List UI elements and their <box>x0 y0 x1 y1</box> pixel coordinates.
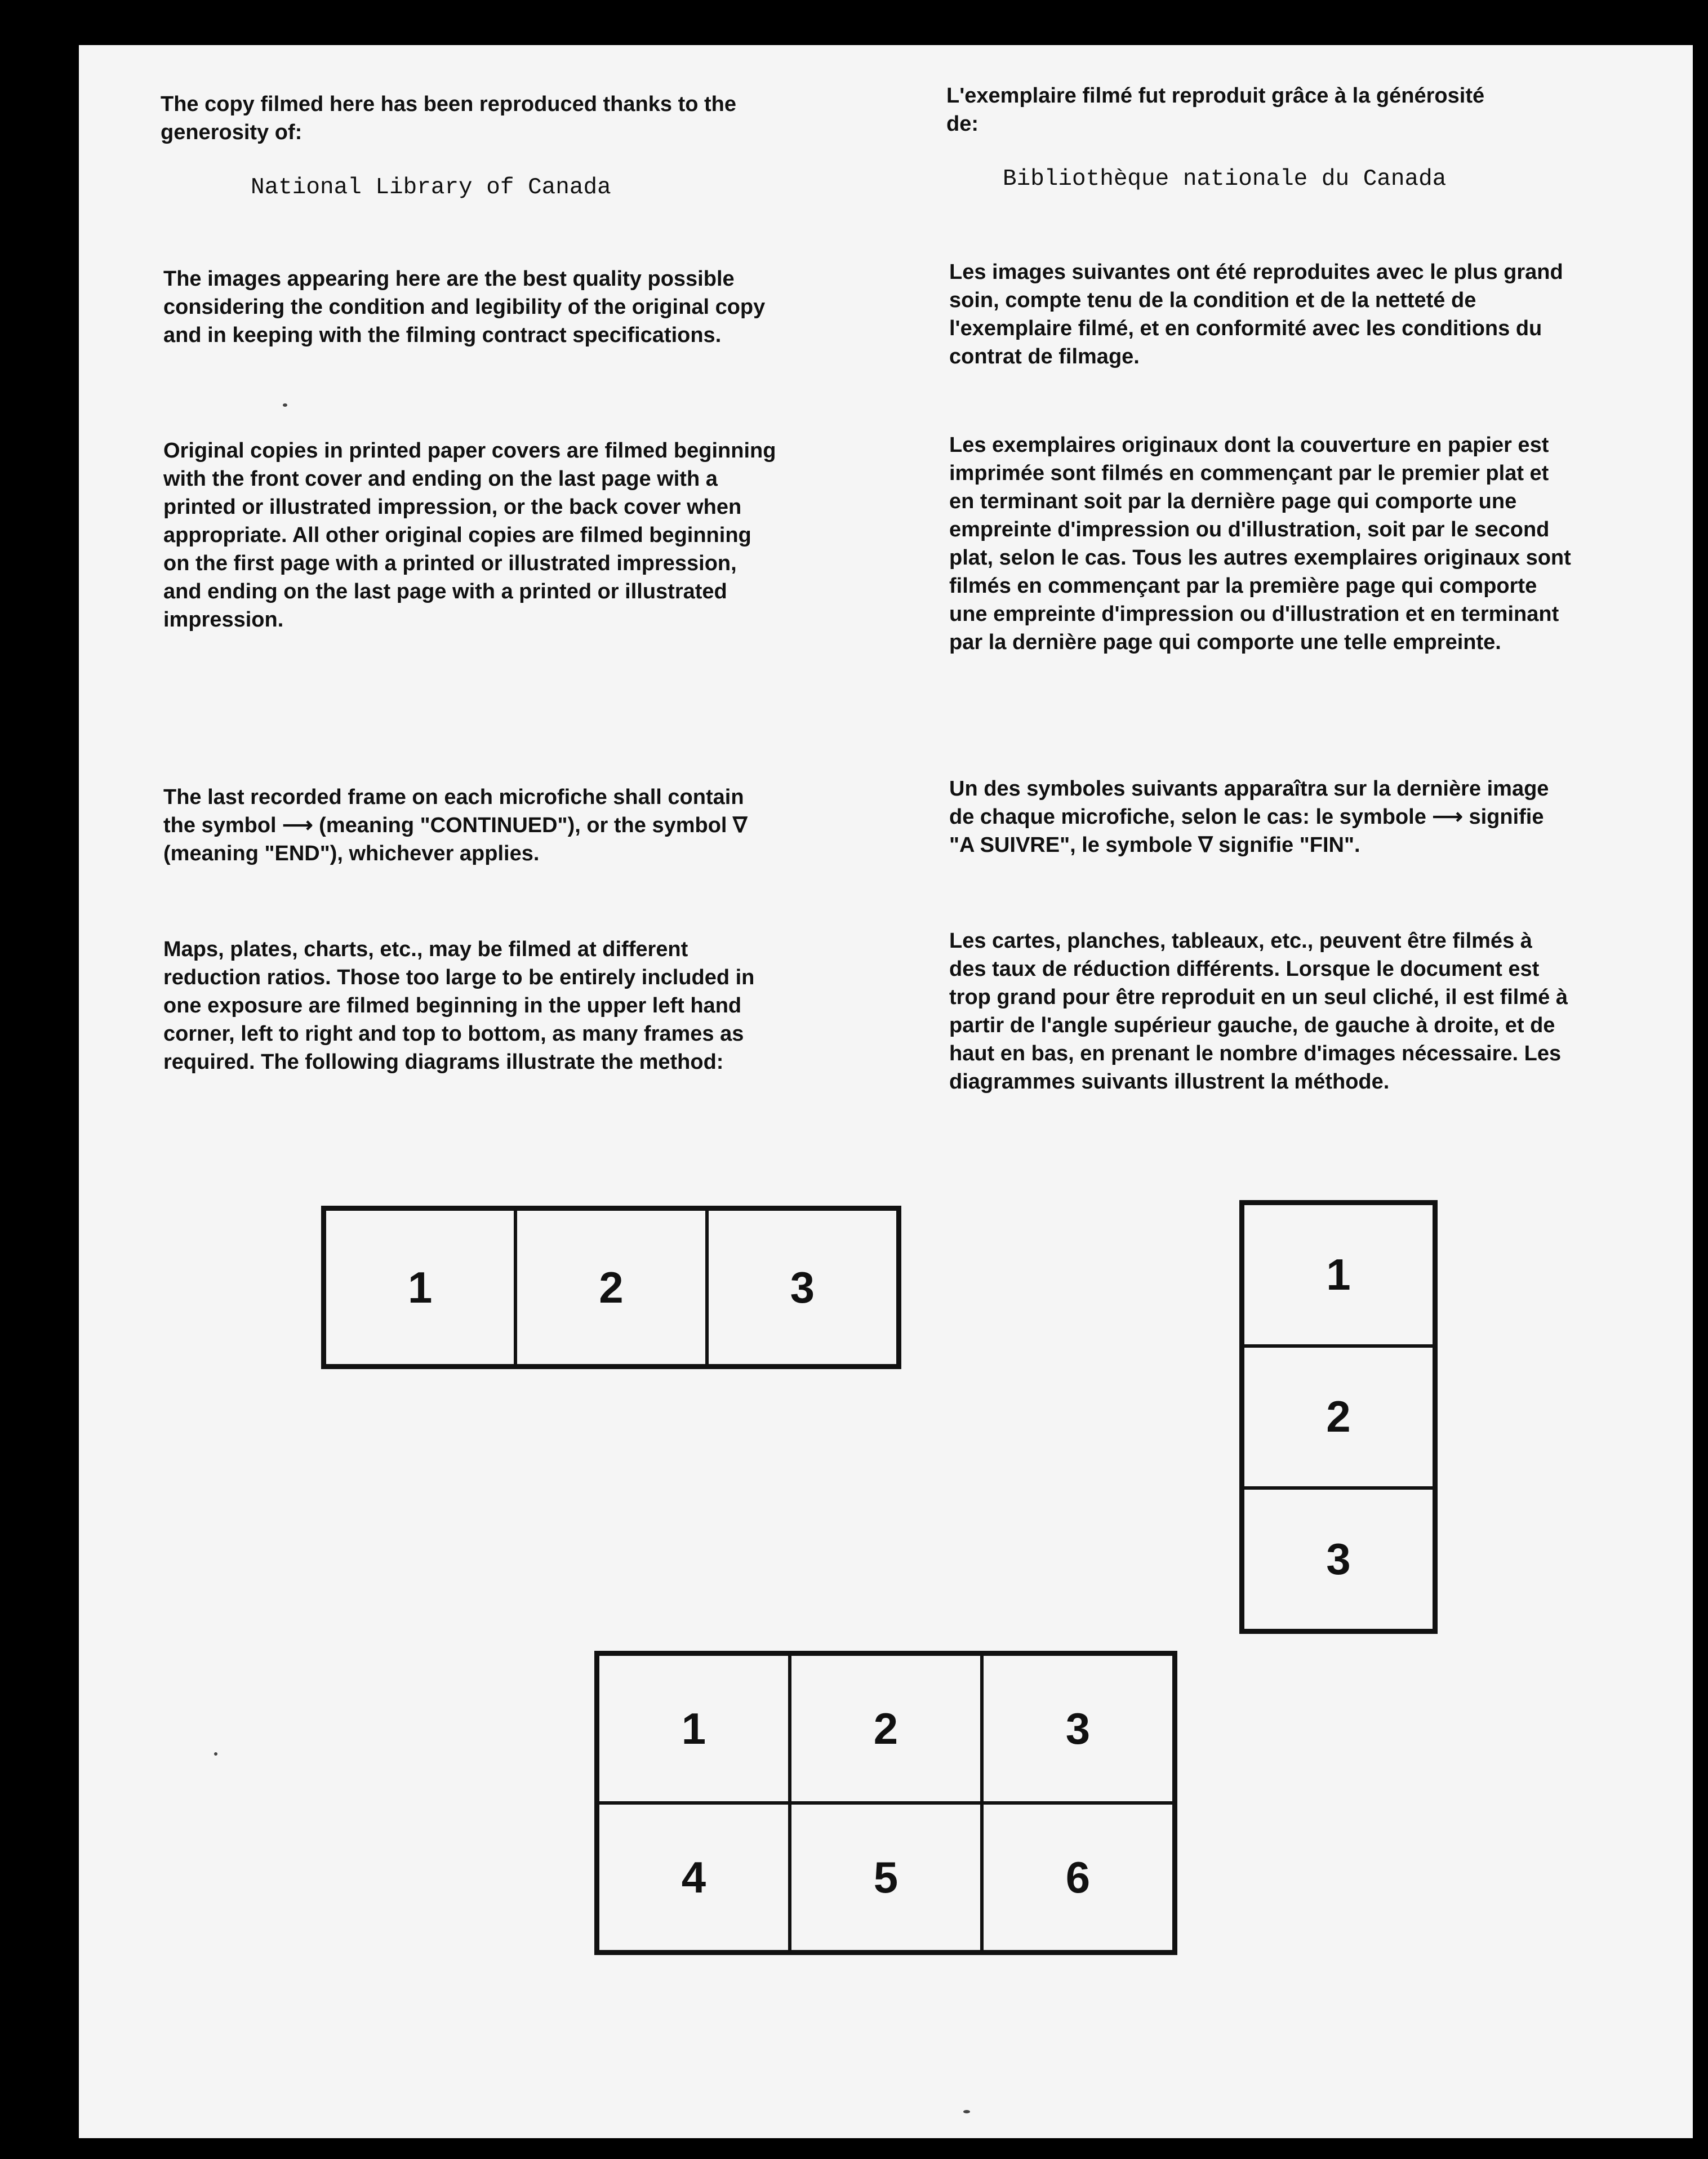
frame-cell: 3 <box>1243 1488 1434 1631</box>
frame-cell: 2 <box>790 1654 982 1803</box>
left-library-name: National Library of Canada <box>251 175 611 201</box>
scan-speck <box>963 2110 970 2113</box>
frame-cell: 4 <box>598 1803 790 1952</box>
diagram-grid <box>594 1651 1177 1955</box>
right-symbols: Un des symboles suivants apparaîtra sur la dernière image de chaque microfiche, selon le cas: le symbole ⟶ signifie "A SUIVRE", le symbole ∇ signifie "FIN". <box>949 777 1549 857</box>
left-image-quality: The images appearing here are the best quality possible considering the condition and legibility of the original copy and in keeping with the filming contract specifications. <box>163 267 766 347</box>
frame-cell: 2 <box>1243 1346 1434 1489</box>
left-original-copies: Original copies in printed paper covers are filmed beginning with the front cover and ending on the last page with a printed or illustrated impression, or the back cover when appropriate. All other original copies are filmed beginning on the first page with a printed or illustrated impression, and ending on the last page with a printed or illustrated impression. <box>163 439 776 632</box>
frame-cell: 3 <box>982 1654 1174 1803</box>
right-original-copies: Les exemplaires originaux dont la couverture en papier est imprimée sont filmés en commençant par le premier plat et en terminant soit par la dernière page qui comporte une empreinte d'impression ou d'illustration, soit par le second plat, selon le cas. Tous les autres exemplaires originaux sont filmés en commençant par la première page qui comporte une empreinte d'impression ou d'illustration et en terminant par la dernière page qui comporte une telle empreinte. <box>949 433 1571 654</box>
frame-cell: 5 <box>790 1803 982 1952</box>
frame-cell: 3 <box>707 1209 898 1366</box>
left-maps-plates: Maps, plates, charts, etc., may be filmed at different reduction ratios. Those too large to be entirely included in one exposure are filmed beginning in the upper left hand corner, left to right and top to bottom, as many frames as required. The following diagrams illustrate the method: <box>163 938 755 1074</box>
scan-speck <box>283 403 287 407</box>
frame-cell: 1 <box>1243 1203 1434 1346</box>
frame-cell: 6 <box>982 1803 1174 1952</box>
right-maps-plates: Les cartes, planches, tableaux, etc., peuvent être filmés à des taux de réduction différents. Lorsque le document est trop grand pour être reproduit en un seul cliché, il est filmé à partir de l'angle supérieur gauche, de gauche à droite, et de haut en bas, en prenant le nombre d'images nécessaire. Les diagrammes suivants illustrent la méthode. <box>949 929 1568 1094</box>
diagram-vertical <box>1239 1200 1438 1634</box>
left-intro: The copy filmed here has been reproduced thanks to the generosity of: <box>161 92 736 144</box>
frame-cell: 1 <box>324 1209 515 1366</box>
scan-speck <box>214 1752 217 1756</box>
diagram-horizontal <box>321 1206 901 1369</box>
document-page <box>79 45 1693 2138</box>
right-library-name: Bibliothèque nationale du Canada <box>1003 166 1447 192</box>
right-image-quality: Les images suivantes ont été reproduites avec le plus grand soin, compte tenu de la condition et de la netteté de l'exemplaire filmé, et en conformité avec les conditions du contrat de filmage. <box>949 260 1563 368</box>
right-intro: L'exemplaire filmé fut reproduit grâce à la générosité de: <box>946 84 1485 136</box>
frame-cell: 2 <box>515 1209 706 1366</box>
left-symbols: The last recorded frame on each microfiche shall contain the symbol ⟶ (meaning "CONTINUED"), or the symbol ∇ (meaning "END"), whichever applies. <box>163 785 748 865</box>
frame-cell: 1 <box>598 1654 790 1803</box>
